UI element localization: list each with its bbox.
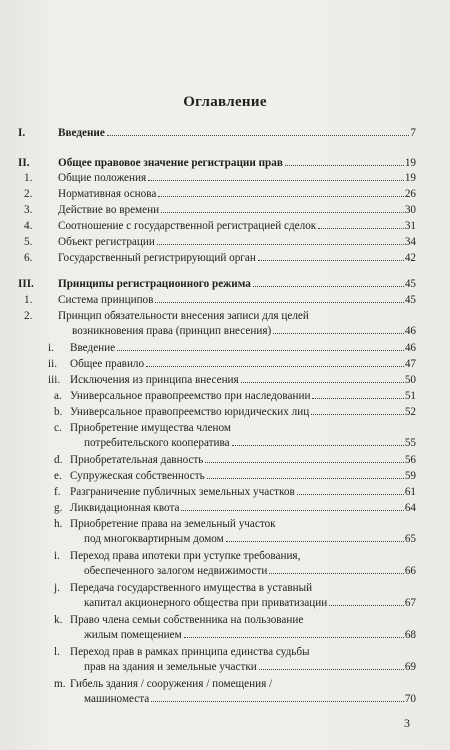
toc-entry-number: 1. <box>24 294 33 306</box>
toc-entry-page: 70 <box>404 693 416 705</box>
toc-entry-page: 47 <box>404 358 416 370</box>
toc-entry-number: m. <box>54 678 66 690</box>
dot-leader <box>311 414 404 415</box>
toc-entry-page: 50 <box>404 374 416 386</box>
toc-entry-number: b. <box>54 406 63 418</box>
dot-leader <box>285 165 404 166</box>
toc-entry-page: 45 <box>404 278 416 290</box>
dot-leader <box>205 462 403 463</box>
toc-entry-page: 42 <box>404 252 416 264</box>
toc-entry-label: Общее правило <box>70 358 145 370</box>
dot-leader <box>269 573 403 574</box>
dot-leader <box>259 669 404 670</box>
toc-entry-label: Ликвидационная квота <box>70 502 180 514</box>
toc-entry-label: Исключения из принципа внесения <box>70 374 239 386</box>
toc-entry-label: Государственный регистрирующий орган <box>58 252 256 264</box>
toc-entry-label: Универсальное правопреемство юридических лиц <box>70 406 310 418</box>
toc-entry-page: 31 <box>404 220 416 232</box>
toc-entry-number: III. <box>18 278 34 290</box>
dot-leader <box>226 541 404 542</box>
toc-entry-page: 61 <box>404 486 416 498</box>
toc-entry-label: Универсальное правопреемство при наследовании <box>70 390 311 402</box>
dot-leader <box>107 135 410 136</box>
toc-entry-number: d. <box>54 454 63 466</box>
dot-leader <box>117 350 404 351</box>
toc-entry-number: f. <box>54 486 61 498</box>
dot-leader <box>297 494 404 495</box>
toc-entry-number: 2. <box>24 310 33 322</box>
dot-leader <box>158 196 403 197</box>
dot-leader <box>207 478 404 479</box>
dot-leader <box>273 333 404 334</box>
toc-entry-page: 46 <box>404 342 416 354</box>
dot-leader <box>241 382 404 383</box>
toc-entry-number: a. <box>54 390 62 402</box>
toc-entry-label-line1: Переход прав в рамках принципа единства судьбы <box>70 646 310 658</box>
toc-entry-label: жилым помещением <box>84 629 182 641</box>
toc-entry-label: Система принципов <box>58 294 154 306</box>
dot-leader <box>157 244 404 245</box>
dot-leader <box>151 701 404 702</box>
toc-entry-label: Супружеская собственность <box>70 470 205 482</box>
dot-leader <box>146 366 404 367</box>
page-number: 3 <box>404 716 410 730</box>
toc-entry-label: прав на здания и земельные участки <box>84 661 257 673</box>
toc-entry-label-line1: Переход права ипотеки при уступке требования, <box>70 550 301 562</box>
toc-entry-label-line1: Право члена семьи собственника на пользование <box>70 614 304 626</box>
toc-entry-number: c. <box>54 422 62 434</box>
dot-leader <box>232 445 404 446</box>
toc-entry-label-line1: Гибель здания / сооружения / помещения / <box>70 678 273 690</box>
toc-entry-label: Разграничение публичных земельных участков <box>70 486 295 498</box>
toc-entry-number: iii. <box>48 374 61 386</box>
toc-entry-number: I. <box>18 127 26 139</box>
toc-entry-page: 19 <box>404 157 416 169</box>
toc-entry-page: 51 <box>404 390 416 402</box>
toc-entry-label: под многоквартирным домом <box>84 533 224 545</box>
toc-entry-number: ii. <box>48 358 58 370</box>
toc-entry-page: 30 <box>404 204 416 216</box>
toc-entry-number: II. <box>18 157 30 169</box>
toc-entry-label: Объект регистрации <box>58 236 155 248</box>
toc-entry-page: 59 <box>404 470 416 482</box>
toc-entry-number: e. <box>54 470 62 482</box>
toc-entry-page: 7 <box>410 127 416 139</box>
toc-entry-number: 3. <box>24 204 33 216</box>
dot-leader <box>253 286 404 287</box>
toc-entry-page: 67 <box>404 597 416 609</box>
toc-entry-page: 65 <box>404 533 416 545</box>
toc-entry-label: потребительского кооператива <box>84 437 230 449</box>
toc-entry-number: 5. <box>24 236 33 248</box>
toc-entry-label: машиноместа <box>84 693 150 705</box>
toc-entry-label: возникновения права (принцип внесения) <box>72 325 272 337</box>
toc-entry-page: 64 <box>404 502 416 514</box>
toc-entry-label: Введение <box>70 342 116 354</box>
toc-entry-number: i. <box>48 342 54 354</box>
toc-entry-label: Соотношение с государственной регистрацией сделок <box>58 220 317 232</box>
toc-entry-page: 66 <box>404 565 416 577</box>
toc-entry-page: 69 <box>404 661 416 673</box>
toc-entry-number: i. <box>54 550 60 562</box>
toc-entry-page: 52 <box>404 406 416 418</box>
toc-entry-page: 45 <box>404 294 416 306</box>
page-title: Оглавление <box>183 94 267 110</box>
toc-entry-number: h. <box>54 518 63 530</box>
toc-entry-number: 2. <box>24 188 33 200</box>
toc-entry-number: g. <box>54 502 63 514</box>
dot-leader <box>329 605 404 606</box>
toc-entry-page: 68 <box>404 629 416 641</box>
toc-entry-label: Введение <box>58 127 105 139</box>
toc-entry-label: обеспеченного залогом недвижимости <box>84 565 268 577</box>
toc-entry-page: 56 <box>404 454 416 466</box>
dot-leader <box>184 637 404 638</box>
dot-leader <box>148 180 404 181</box>
toc-entry-number: j. <box>54 582 60 594</box>
toc-entry-label: Приобретательная давность <box>70 454 204 466</box>
toc-entry-page: 19 <box>404 172 416 184</box>
dot-leader <box>312 398 403 399</box>
toc-entry-label: Общее правовое значение регистрации прав <box>58 157 283 169</box>
toc-entry-page: 55 <box>404 437 416 449</box>
toc-entry-label-line1: Приобретение права на земельный участок <box>70 518 276 530</box>
toc-entry-page: 26 <box>404 188 416 200</box>
toc-entry-number: 1. <box>24 172 33 184</box>
dot-leader <box>181 510 403 511</box>
toc-entry-label: Нормативная основа <box>58 188 157 200</box>
toc-entry-page: 34 <box>404 236 416 248</box>
toc-entry-label: Общие положения <box>58 172 147 184</box>
dot-leader <box>161 212 404 213</box>
dot-leader <box>155 302 403 303</box>
toc-entry-number: k. <box>54 614 63 626</box>
toc-entry-number: l. <box>54 646 60 658</box>
toc-entry-label-line1: Приобретение имущества членом <box>70 422 231 434</box>
toc-entry-number: 4. <box>24 220 33 232</box>
toc-entry-label-line1: Передача государственного имущества в уставный <box>70 582 313 594</box>
toc-entry-label: Действие во времени <box>58 204 160 216</box>
toc-entry-label: капитал акционерного общества при приватизации <box>84 597 328 609</box>
dot-leader <box>258 260 404 261</box>
toc-entry-number: 6. <box>24 252 33 264</box>
dot-leader <box>318 228 404 229</box>
toc-entry-label-line1: Принцип обязательности внесения записи для целей <box>58 310 309 322</box>
toc-entry-label: Принципы регистрационного режима <box>58 278 251 290</box>
toc-entry-page: 46 <box>404 325 416 337</box>
